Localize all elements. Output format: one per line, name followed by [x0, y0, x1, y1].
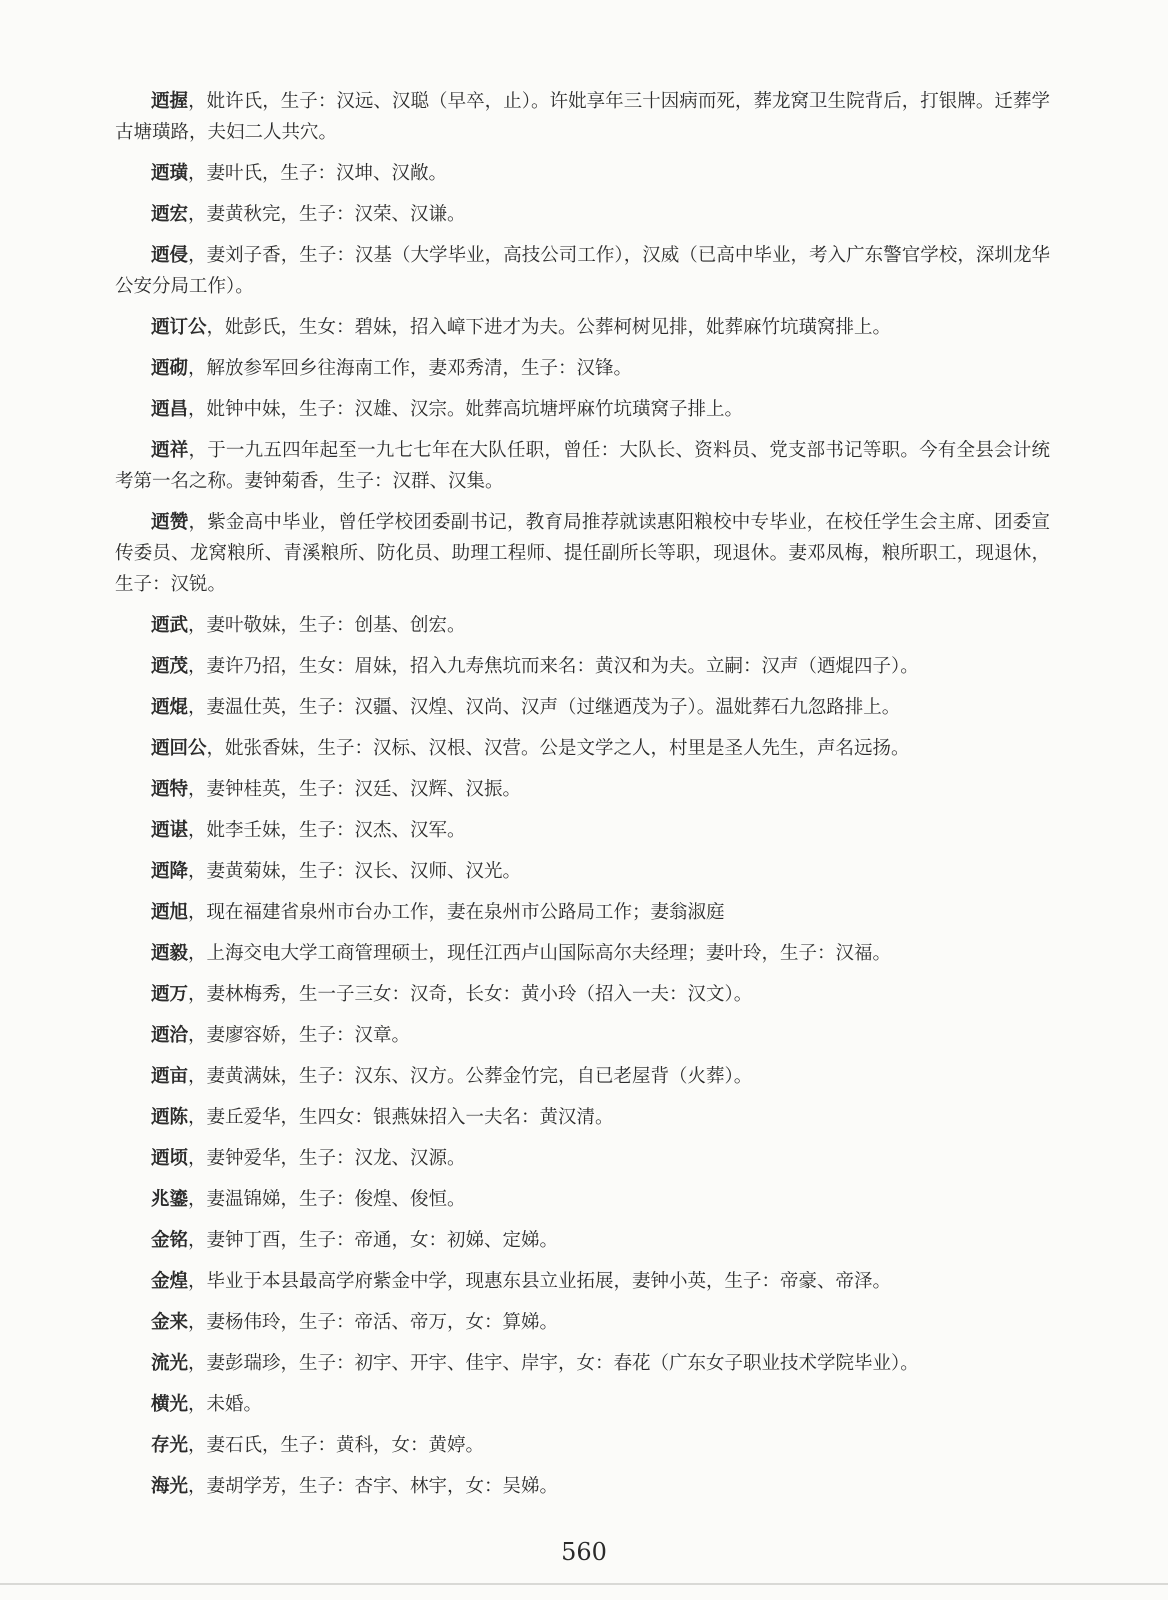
entry-name: 迺祥 — [151, 440, 189, 461]
entry-9 — [115, 610, 1050, 641]
entry-text: ，上海交电大学工商管理硕士，现任江西卢山国际高尔夫经理；妻叶玲，生子：汉福。 — [188, 943, 892, 964]
entry-name: 迺焜 — [151, 697, 189, 718]
entry-name: 迺洽 — [151, 1025, 189, 1046]
entry-text: ，解放参军回乡往海南工作，妻邓秀清，生子：汉锋。 — [188, 358, 633, 379]
entry-text: ，妻林梅秀，生一子三女：汉奇，长女：黄小玲（招入一夫：汉文）。 — [188, 984, 753, 1005]
entry-text: ，妻刘子香，生子：汉基（大学毕业，高技公司工作），汉威（已高中毕业，考入广东警官学校，深圳龙华公安分局工作）。 — [115, 245, 1050, 297]
entry-13 — [115, 774, 1050, 805]
entry-name: 迺顷 — [151, 1148, 189, 1169]
entry-text: ，妻叶敬妹，生子：创基、创宏。 — [188, 615, 466, 636]
entry-text: ，妻钟丁酉，生子：帝通，女：初娣、定娣。 — [188, 1230, 559, 1251]
entry-20 — [115, 1061, 1050, 1092]
entry-text: ，妻叶氏，生子：汉坤、汉敞。 — [188, 163, 448, 184]
entry-text: ，妻黄秋完，生子：汉荣、汉谦。 — [188, 204, 466, 225]
entry-text: ，妣许氏，生子：汉远、汉聪（早卒，止）。许妣享年三十因病而死，葬龙窝卫生院背后，打银牌。迁葬学古塘璜路，夫妇二人共穴。 — [115, 91, 1050, 143]
entry-text: ，妻许乃招，生女：眉妹，招入九寿焦坑而来名：黄汉和为夫。立嗣：汉声（迺焜四子）。 — [188, 656, 919, 677]
entry-28 — [115, 1389, 1050, 1420]
entry-24 — [115, 1225, 1050, 1256]
entry-text: ，毕业于本县最高学府紫金中学，现惠东县立业拓展，妻钟小英，生子：帝豪、帝泽。 — [188, 1271, 892, 1292]
entry-name: 迺砌 — [151, 358, 189, 379]
entry-text: ，妣张香妹，生子：汉标、汉根、汉营。公是文学之人，村里是圣人先生，声名远扬。 — [206, 738, 910, 759]
entry-2 — [115, 199, 1050, 230]
entry-text: ，妣李壬妹，生子：汉杰、汉军。 — [188, 820, 466, 841]
entry-name: 海光 — [151, 1476, 189, 1497]
entry-name: 迺武 — [151, 615, 189, 636]
entry-15 — [115, 856, 1050, 887]
entry-19 — [115, 1020, 1050, 1051]
entry-name: 金来 — [151, 1312, 189, 1333]
entry-name: 迺万 — [151, 984, 189, 1005]
entry-text: ，妻钟桂英，生子：汉廷、汉辉、汉振。 — [188, 779, 522, 800]
entry-12 — [115, 733, 1050, 764]
entry-text: ，妻温锦娣，生子：俊煌、俊恒。 — [188, 1189, 466, 1210]
entry-name: 迺璜 — [151, 163, 189, 184]
entry-25 — [115, 1266, 1050, 1297]
entry-29 — [115, 1430, 1050, 1461]
entry-7 — [115, 435, 1050, 497]
entry-text: ，妻丘爱华，生四女：银燕妹招入一夫名：黄汉清。 — [188, 1107, 614, 1128]
entry-name: 存光 — [151, 1435, 189, 1456]
entry-text: ，妻胡学芳，生子：杏宇、林宇，女：吴娣。 — [188, 1476, 559, 1497]
entry-name: 迺谌 — [151, 820, 189, 841]
entry-0 — [115, 86, 1050, 148]
entry-27 — [115, 1348, 1050, 1379]
entry-name: 迺茂 — [151, 656, 189, 677]
entry-26 — [115, 1307, 1050, 1338]
entry-16 — [115, 897, 1050, 928]
entry-name: 兆鎏 — [151, 1189, 189, 1210]
entry-text: ，于一九五四年起至一九七七年在大队任职，曾任：大队长、资料员、党支部书记等职。今有全县会计统考第一名之称。妻钟菊香，生子：汉群、汉集。 — [115, 440, 1050, 492]
entry-name: 迺亩 — [151, 1066, 189, 1087]
entry-text: ，妻石氏，生子：黄科，女：黄婷。 — [188, 1435, 485, 1456]
entry-text: ，妻廖容娇，生子：汉章。 — [188, 1025, 411, 1046]
entry-text: ，现在福建省泉州市台办工作，妻在泉州市公路局工作；妻翁淑庭 — [188, 902, 725, 923]
entry-8 — [115, 507, 1050, 600]
entry-name: 迺昌 — [151, 399, 189, 420]
entry-text: ，妣彭氏，生女：碧妹，招入嶂下进才为夫。公葬柯树见排，妣葬麻竹坑璜窝排上。 — [206, 317, 892, 338]
entry-21 — [115, 1102, 1050, 1133]
entry-4 — [115, 312, 1050, 343]
entry-text: ，妻温仕英，生子：汉疆、汉煌、汉尚、汉声（过继迺茂为子）。温妣葬石九忽路排上。 — [188, 697, 901, 718]
entry-name: 金煌 — [151, 1271, 189, 1292]
page-edge-line — [0, 1583, 1168, 1585]
entry-name: 迺毅 — [151, 943, 189, 964]
entry-text: ，妻钟爱华，生子：汉龙、汉源。 — [188, 1148, 466, 1169]
entry-10 — [115, 651, 1050, 682]
entry-name: 迺特 — [151, 779, 189, 800]
entry-text: ，未婚。 — [188, 1394, 263, 1415]
entry-23 — [115, 1184, 1050, 1215]
entry-5 — [115, 353, 1050, 384]
genealogy-entries — [115, 86, 1050, 1512]
entry-name: 横光 — [151, 1394, 189, 1415]
entry-name: 迺握 — [151, 91, 189, 112]
entry-3 — [115, 240, 1050, 302]
entry-name: 迺回公 — [151, 738, 207, 759]
entry-name: 迺订公 — [151, 317, 207, 338]
entry-text: ，妻杨伟玲，生子：帝活、帝万，女：算娣。 — [188, 1312, 559, 1333]
entry-text: ，妻彭瑞珍，生子：初宇、开宇、佳宇、岸宇，女：春花（广东女子职业技术学院毕业）。 — [188, 1353, 919, 1374]
entry-11 — [115, 692, 1050, 723]
entry-name: 迺侵 — [151, 245, 189, 266]
entry-17 — [115, 938, 1050, 969]
entry-name: 迺旭 — [151, 902, 189, 923]
entry-6 — [115, 394, 1050, 425]
entry-30 — [115, 1471, 1050, 1502]
entry-text: ，妣钟中妹，生子：汉雄、汉宗。妣葬高坑塘坪麻竹坑璜窝子排上。 — [188, 399, 744, 420]
entry-name: 迺宏 — [151, 204, 189, 225]
entry-18 — [115, 979, 1050, 1010]
entry-14 — [115, 815, 1050, 846]
entry-text: ，妻黄菊妹，生子：汉长、汉师、汉光。 — [188, 861, 522, 882]
entry-name: 迺赞 — [151, 512, 189, 533]
entry-text: ，紫金高中毕业，曾任学校团委副书记，教育局推荐就读惠阳粮校中专毕业，在校任学生会主席、团委宣传委员、龙窝粮所、青溪粮所、防化员、助理工程师、提任副所长等职，现退休。妻邓凤梅，粮所职工，现退休，生子：汉锐。 — [115, 512, 1050, 595]
page-number: 560 — [561, 1538, 607, 1566]
entry-name: 金铭 — [151, 1230, 189, 1251]
entry-name: 流光 — [151, 1353, 189, 1374]
entry-22 — [115, 1143, 1050, 1174]
entry-name: 迺降 — [151, 861, 189, 882]
entry-name: 迺陈 — [151, 1107, 189, 1128]
entry-1 — [115, 158, 1050, 189]
entry-text: ，妻黄满妹，生子：汉东、汉方。公葬金竹完，自已老屋背（火葬）。 — [188, 1066, 753, 1087]
